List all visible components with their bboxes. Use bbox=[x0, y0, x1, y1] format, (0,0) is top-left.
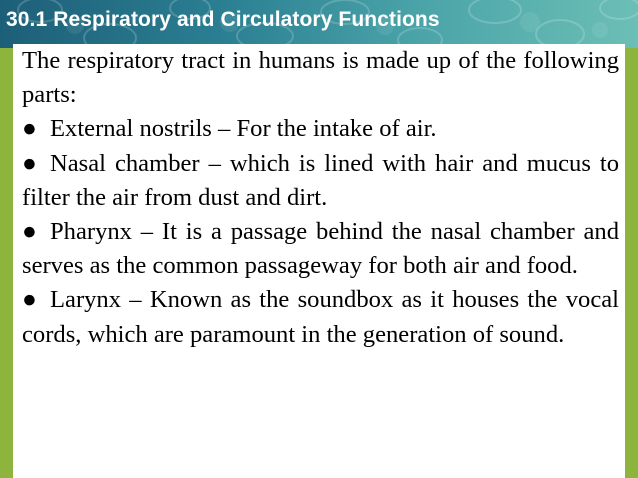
slide-title: 30.1 Respiratory and Circulatory Functions bbox=[6, 8, 440, 31]
paragraph-text: Larynx – Known as the soundbox as it houses the vocal cords, which are paramount in the generation of sound. bbox=[22, 286, 619, 348]
paragraph-text: The respiratory tract in humans is made up of the following parts: bbox=[22, 47, 619, 109]
bullet-icon: ● bbox=[22, 286, 37, 314]
intro-paragraph bbox=[22, 44, 619, 112]
bullet-item bbox=[22, 215, 619, 283]
body-text bbox=[22, 44, 619, 352]
bullet-icon: ● bbox=[22, 218, 37, 246]
bullet-item bbox=[22, 283, 619, 351]
bullet-icon: ● bbox=[22, 115, 37, 143]
bullet-item bbox=[22, 112, 619, 146]
bullet-icon: ● bbox=[22, 149, 37, 177]
bullet-item bbox=[22, 147, 619, 215]
paragraph-text: External nostrils – For the intake of air. bbox=[50, 115, 437, 143]
paragraph-text: Pharynx – It is a passage behind the nasal chamber and serves as the common passageway for both air and food. bbox=[22, 218, 619, 280]
paragraph-text: Nasal chamber – which is lined with hair and mucus to filter the air from dust and dirt. bbox=[22, 149, 619, 211]
slide-header bbox=[0, 0, 638, 48]
content-panel bbox=[13, 44, 625, 478]
